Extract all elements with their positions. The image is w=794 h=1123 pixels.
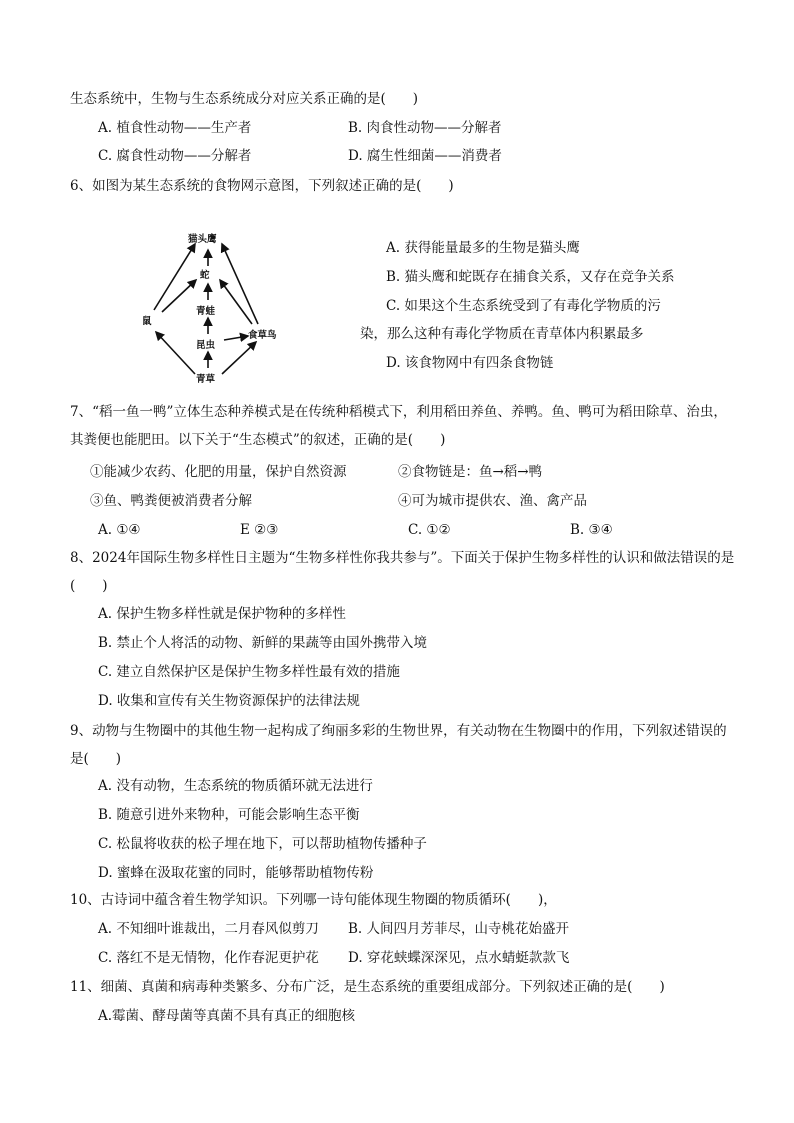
q5-stem: 生态系统中，生物与生态系统成分对应关系正确的是( ) [70, 91, 419, 107]
node-grass: 青草 [196, 374, 216, 385]
q7-option-a: A. ①④ [98, 522, 141, 538]
node-bird: 食草鸟 [248, 330, 277, 341]
q9-option-d: D. 蜜蜂在汲取花蜜的同时，能够帮助植物传粉 [98, 865, 374, 881]
q7-option-b: B. ③④ [570, 522, 613, 538]
q11-stem: 11、细菌、真菌和病毒种类繁多、分布广泛，是生态系统的重要组成部分。下列叙述正确的是( ) [70, 979, 665, 995]
node-frog: 青蛙 [196, 306, 216, 317]
q10-option-b: B. 人间四月芳菲尽，山寺桃花始盛开 [348, 921, 570, 937]
node-insect: 昆虫 [196, 340, 216, 351]
q8-stem: 8、2024年国际生物多样性日主题为“生物多样性你我共参与”。下面关于保护生物多样性的认识和做法错误的是( ) [70, 550, 735, 594]
q6-option-c: C. 如果这个生态系统受到了有毒化学物质的污 [386, 298, 661, 314]
q7-item-1: ①能减少农药、化肥的用量，保护自然资源 [90, 464, 347, 480]
q8-option-c: C. 建立自然保护区是保护生物多样性最有效的措施 [98, 664, 400, 680]
arrow-grass-mouse [156, 332, 195, 374]
q9-option-c: C. 松鼠将收获的松子埋在地下，可以帮助植物传播种子 [98, 836, 427, 852]
arrow-bird-snake [220, 280, 252, 324]
q6-option-b: B. 猫头鹰和蛇既存在捕食关系，又存在竞争关系 [386, 269, 675, 285]
q10-option-c: C. 落红不是无情物，化作春泥更护花 [98, 950, 319, 966]
food-web-diagram [140, 228, 300, 398]
node-owl: 猫头鹰 [188, 234, 217, 245]
q7-option-e: E ②③ [240, 522, 279, 538]
q9-option-b: B. 随意引进外来物种，可能会影响生态平衡 [98, 807, 360, 823]
q9-option-a: A. 没有动物，生态系统的物质循环就无法进行 [98, 778, 373, 794]
q6-option-c-cont: 染，那么这种有毒化学物质在青草体内积累最多 [360, 326, 644, 342]
q5-option-d: D. 腐生性细菌——消费者 [348, 148, 502, 164]
q6-option-d: D. 该食物网中有四条食物链 [386, 355, 554, 371]
q10-option-a: A. 不知细叶谁裁出，二月春风似剪刀 [98, 921, 319, 937]
q7-item-2: ②食物链是：鱼→稻→鸭 [398, 464, 543, 480]
q11-option-a: A.霉菌、酵母菌等真菌不具有真正的细胞核 [98, 1008, 356, 1024]
q9-stem: 9、动物与生物圈中的其他生物一起构成了绚丽多彩的生物世界，有关动物在生物圈中的作用，下列叙述错误的是( ) [70, 723, 727, 767]
arrow-grass-bird [222, 342, 256, 374]
food-web-svg [140, 228, 300, 398]
q6-stem: 6、如图为某生态系统的食物网示意图，下列叙述正确的是( ) [70, 178, 454, 194]
q7-option-c: C. ①② [408, 522, 451, 538]
q5-option-b: B. 肉食性动物——分解者 [348, 120, 502, 136]
node-mouse: 鼠 [142, 316, 152, 327]
q7-stem: 7、“稻一鱼一鸭”立体生态种养模式是在传统种稻模式下，利用稻田养鱼、养鸭。鱼、鸭可为稻田除草、治虫，其粪便也能肥田。以下关于“生态模式”的叙述，正确的是( ) [70, 404, 727, 448]
arrow-bird-owl [222, 244, 258, 324]
q5-option-a: A. 植食性动物——生产者 [98, 120, 252, 136]
q6-option-a: A. 获得能量最多的生物是猫头鹰 [386, 240, 580, 256]
q7-item-4: ④可为城市提供农、渔、禽产品 [398, 493, 587, 509]
arrow-insect-bird [224, 336, 248, 340]
q5-option-c: C. 腐食性动物——分解者 [98, 148, 252, 164]
q8-option-b: B. 禁止个人将活的动物、新鲜的果蔬等由国外携带入境 [98, 635, 428, 651]
q7-item-3: ③鱼、鸭粪便被消费者分解 [90, 493, 252, 509]
q8-option-a: A. 保护生物多样性就是保护物种的多样性 [98, 606, 346, 622]
q10-stem: 10、古诗词中蕴含着生物学知识。下列哪一诗句能体现生物圈的物质循环( )， [70, 892, 557, 908]
arrow-mouse-snake [162, 280, 196, 312]
q8-option-d: D. 收集和宣传有关生物资源保护的法律法规 [98, 693, 360, 709]
q10-option-d: D. 穿花蛱蝶深深见，点水蜻蜓款款飞 [348, 950, 570, 966]
node-snake: 蛇 [200, 270, 210, 281]
